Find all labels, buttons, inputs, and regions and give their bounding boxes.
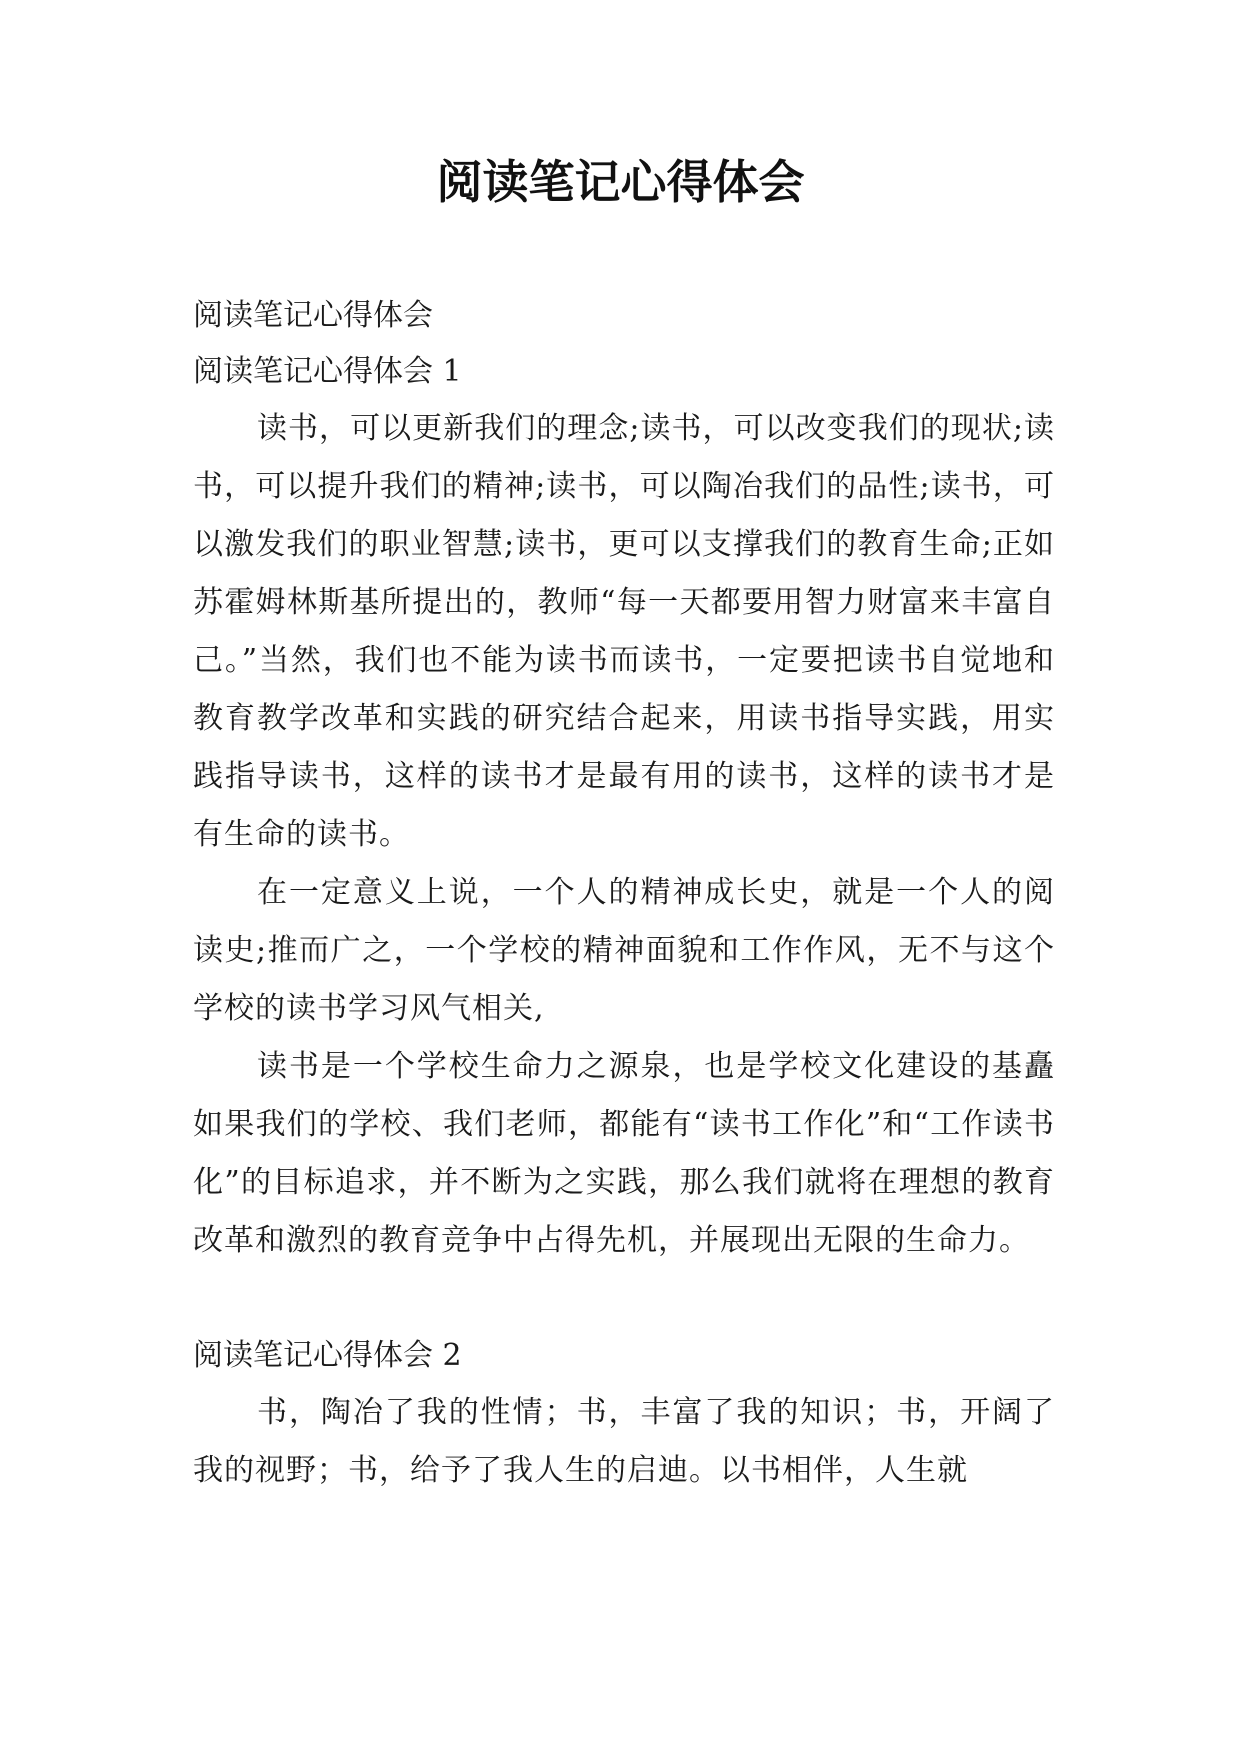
section-spacer — [193, 1270, 1055, 1328]
paragraph: 读书，可以更新我们的理念;读书，可以改变我们的现状;读书，可以提升我们的精神;读书，可以陶冶我们的品性;读书，可以激发我们的职业智慧;读书，更可以支撑我们的教育生命;正如苏霍姆林斯基所提出的，教师“每一天都要用智力财富来丰富自己。”当然，我们也不能为读书而读书，一定要把读书自觉地和教育教学改革和实践的研究结合起来，用读书指导实践，用实践指导读书，这样的读书才是最有用的读书，这样的读书才是有生命的读书。 — [193, 411, 1055, 852]
section-heading: 阅读笔记心得体会 1 — [193, 354, 462, 389]
paragraph: 读书是一个学校生命力之源泉，也是学校文化建设的基矗如果我们的学校、我们老师，都能有“读书工作化”和“工作读书化”的目标追求，并不断为之实践，那么我们就将在理想的教育改革和激烈的教育竞争中占得先机，并展现出无限的生命力。 — [193, 1049, 1055, 1258]
section-heading: 阅读笔记心得体会 2 — [193, 1338, 462, 1373]
document-body — [193, 288, 1055, 1500]
section-1 — [193, 344, 1055, 1270]
section-2 — [193, 1328, 1055, 1500]
document-subtitle: 阅读笔记心得体会 — [193, 298, 433, 333]
paragraph: 在一定意义上说，一个人的精神成长史，就是一个人的阅读史;推而广之，一个学校的精神面貌和工作作风，无不与这个学校的读书学习风气相关, — [193, 875, 1055, 1026]
document-title: 阅读笔记心得体会 — [436, 155, 805, 209]
paragraph: 书，陶冶了我的性情；书，丰富了我的知识；书，开阔了我的视野；书，给予了我人生的启迪。以书相伴，人生就 — [193, 1395, 1055, 1488]
